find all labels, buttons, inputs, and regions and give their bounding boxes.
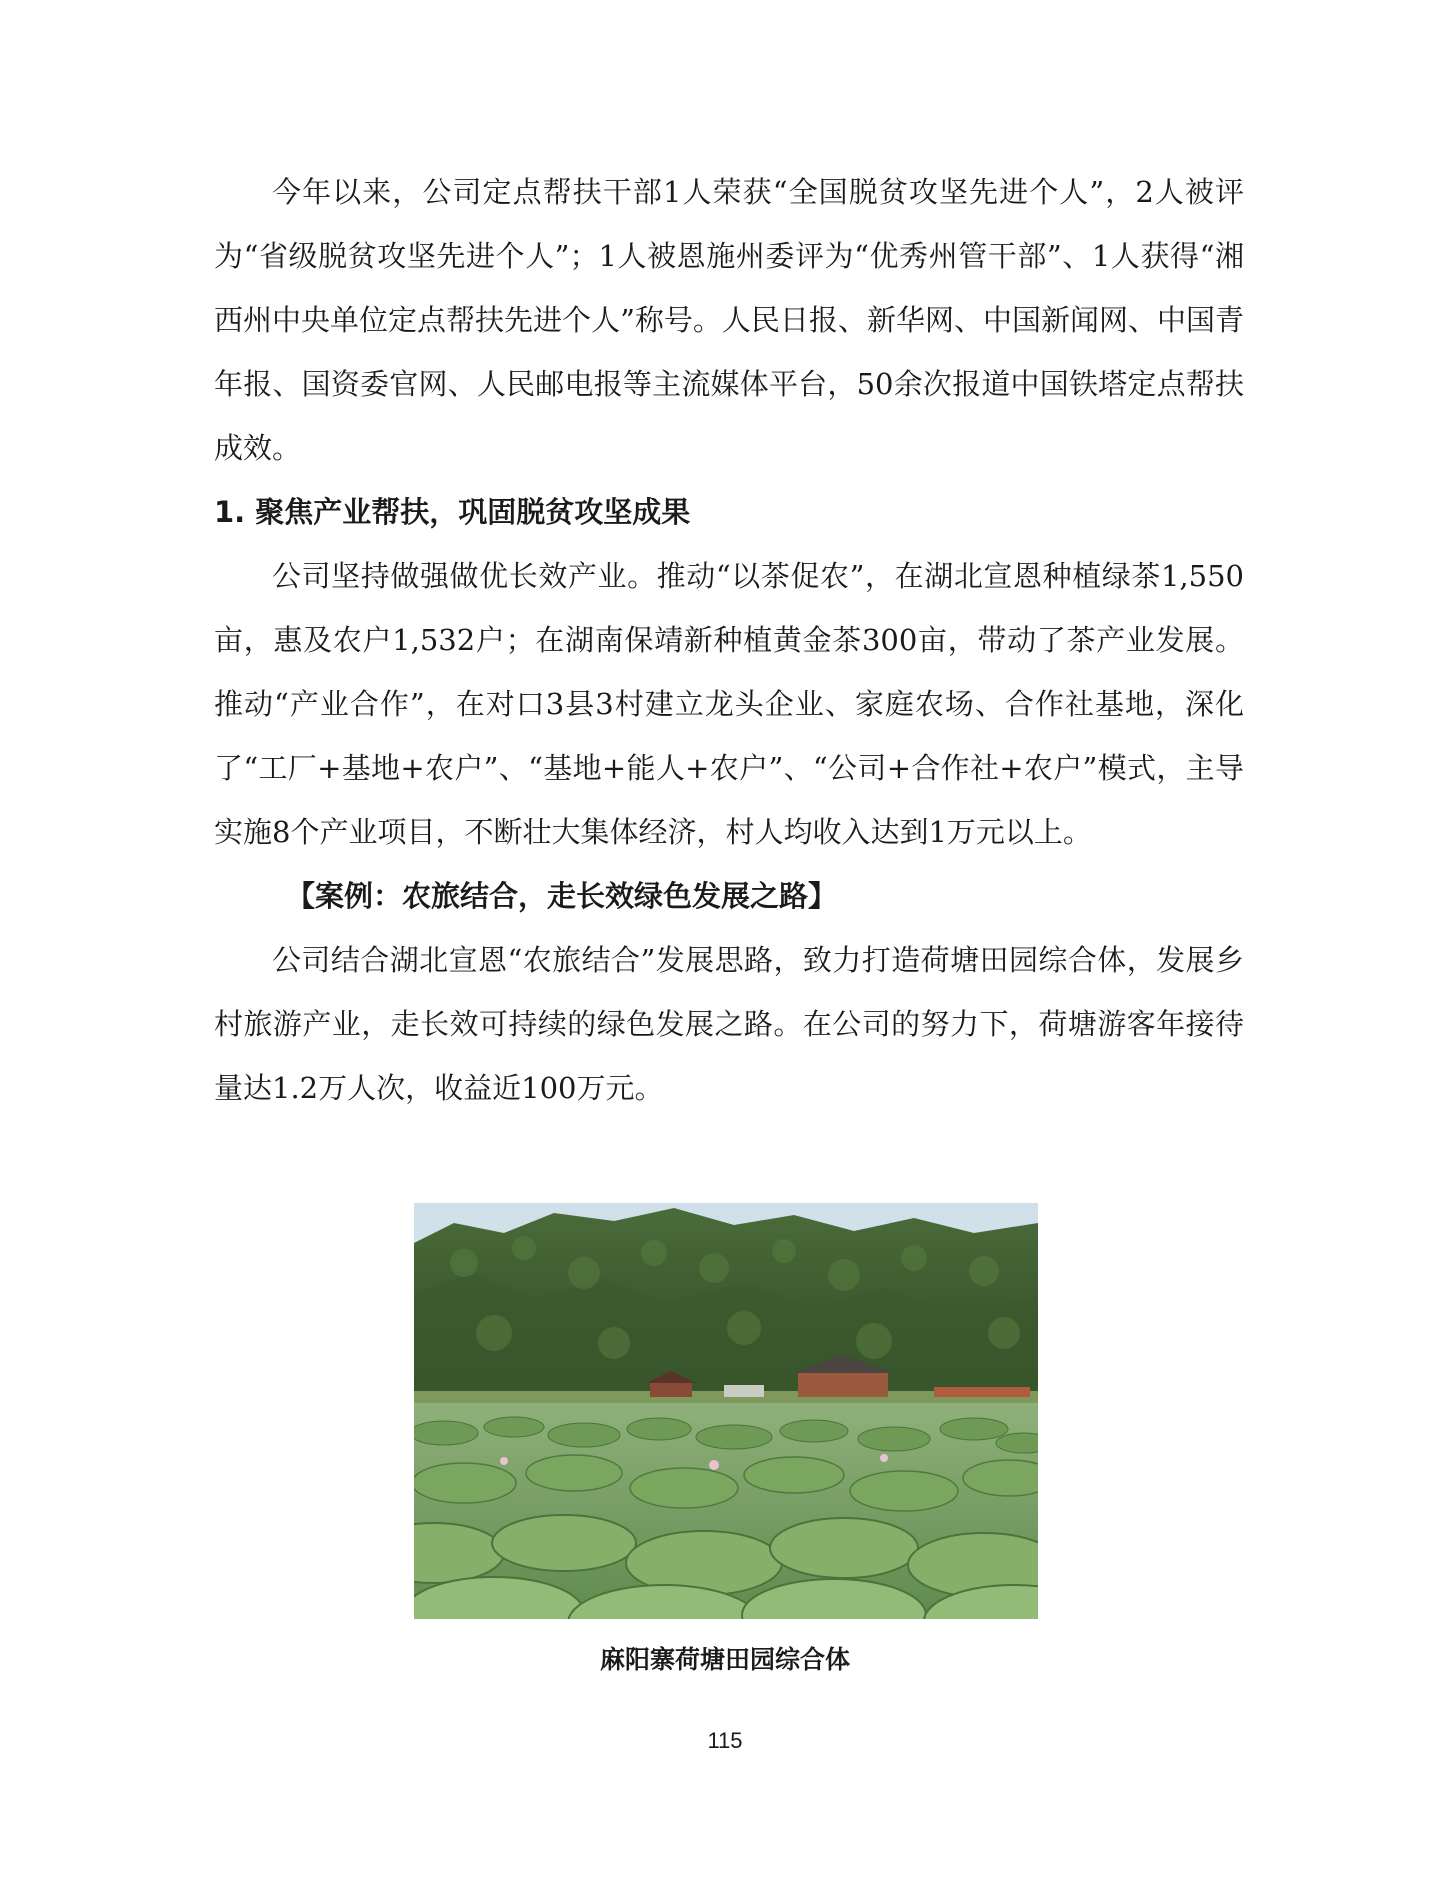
case-paragraph: 公司结合湖北宣恩“农旅结合”发展思路，致力打造荷塘田园综合体，发展乡村旅游产业，走长效可持续的绿色发展之路。在公司的努力下，荷塘游客年接待量达1.2万人次，收益近100万元。 xyxy=(214,943,1244,1105)
intro-paragraph: 今年以来，公司定点帮扶干部1人荣获“全国脱贫攻坚先进个人”，2人被评为“省级脱贫攻坚先进个人”；1人被恩施州委评为“优秀州管干部”、1人获得“湘西州中央单位定点帮扶先进个人”称号。人民日报、新华网、中国新闻网、中国青年报、国资委官网、人民邮电报等主流媒体平台，50余次报道中国铁塔定点帮扶成效。 xyxy=(214,175,1244,465)
page-number: 115 xyxy=(707,1728,743,1753)
figure-caption: 麻阳寨荷塘田园综合体 xyxy=(599,1645,850,1674)
case-title: 【案例：农旅结合，走长效绿色发展之路】 xyxy=(286,879,838,913)
section-heading: 1. 聚焦产业帮扶，巩固脱贫攻坚成果 xyxy=(214,495,691,529)
section-paragraph: 公司坚持做强做优长效产业。推动“以茶促农”，在湖北宣恩种植绿茶1,550亩，惠及农户1,532户；在湖南保靖新种植黄金茶300亩，带动了茶产业发展。推动“产业合作”，在对口3县3村建立龙头企业、家庭农场、合作社基地，深化了“工厂+基地+农户”、“基地+能人+农户”、“公司+合作社+农户”模式，主导实施8个产业项目，不断壮大集体经济，村人均收入达到1万元以上。 xyxy=(214,559,1244,849)
lotus-pond-photo xyxy=(414,1203,1038,1619)
body-text xyxy=(214,160,1244,1120)
